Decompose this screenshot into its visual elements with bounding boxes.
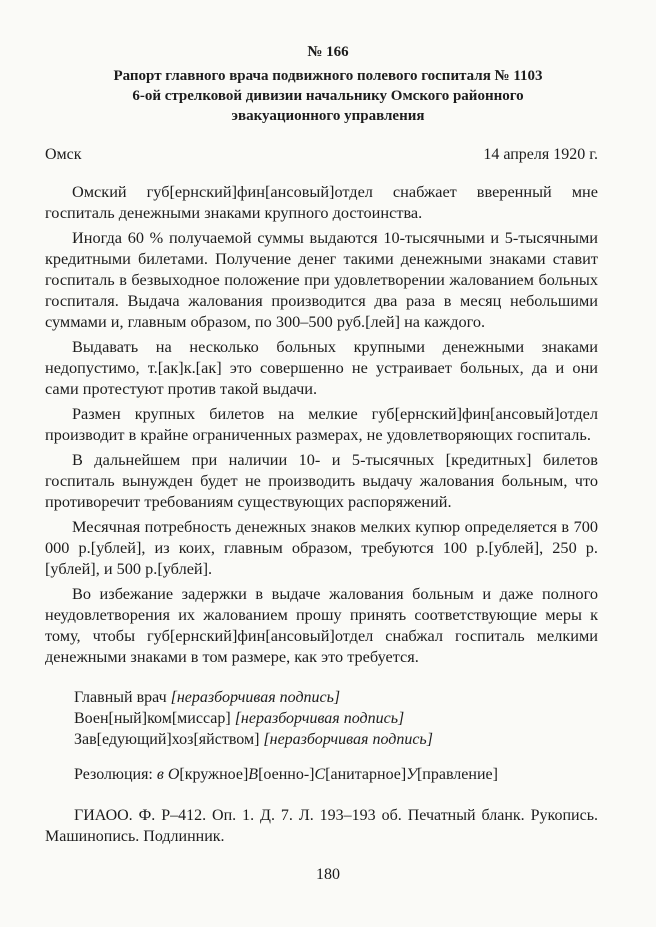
resolution-part: [анитарное]	[325, 766, 407, 783]
paragraph: Размен крупных билетов на мелкие губ[ернский]фин[ансовый]отдел производит в крайне ограниченных размерах, не удовлетворяющих госпиталь.	[45, 404, 598, 444]
illegible-signature-note: [неразборчивая подпись]	[263, 731, 433, 748]
signature-line	[74, 708, 433, 729]
resolution-part: [оенно-]	[258, 766, 315, 783]
resolution-letter: У	[406, 766, 417, 783]
report-body	[45, 181, 598, 671]
title-line: эвакуационного управления	[231, 108, 425, 124]
resolution-letter: В	[248, 766, 259, 783]
resolution-prefix: в О	[156, 766, 180, 783]
signature-role: Зав[едующий]хоз[яйством]	[74, 731, 260, 748]
archive-reference: ГИАОО. Ф. Р–412. Оп. 1. Д. 7. Л. 193–193 об. Печатный бланк. Рукопись. Машинопись. Подлинник.	[45, 807, 598, 845]
document-number: № 166	[307, 44, 349, 60]
resolution-letter: С	[314, 766, 326, 783]
title-line: 6-ой стрелковой дивизии начальнику Омского районного	[132, 88, 524, 104]
signature-role: Главный врач	[74, 689, 167, 706]
paragraph: Месячная потребность денежных знаков мелких купюр определяется в 700 000 р.[ублей], из коих, главным образом, требуются 100 р.[ублей], 250 р.[ублей], и 500 р.[ублей].	[45, 517, 598, 578]
paragraph: Иногда 60 % получаемой суммы выдаются 10-тысячными и 5-тысячными кредитными билетами. Получение денег такими денежными знаками ставит госпиталь в безвыходное положение при удовлетворении жалованием больных госпиталя. Выдача жалования производится два раза в месяц небольшими суммами и, главным образом, по 300–500 руб.[лей] на каждого.	[45, 228, 598, 331]
paragraph: В дальнейшем при наличии 10- и 5-тысячных [кредитных] билетов госпиталь вынужден будет не производить выдачу жалования больным, что противоречит требованиям существующих распоряжений.	[45, 450, 598, 511]
paragraph: Во избежание задержки в выдаче жалования больным и даже полного неудовлетворения их жалованием прошу принять соответствующие меры к тому, чтобы губ[ернский]фин[ансовый]отдел снабжал госпиталь мелкими денежными знаками в том размере, как это требуется.	[45, 584, 598, 666]
page-number: 180	[316, 866, 340, 883]
place: Омск	[45, 146, 82, 163]
title-line: Рапорт главного врача подвижного полевого госпиталя № 1103	[113, 68, 543, 84]
document-title	[60, 66, 596, 126]
resolution-part: [кружное]	[179, 766, 249, 783]
illegible-signature-note: [неразборчивая подпись]	[234, 710, 405, 727]
paragraph: Омский губ[ернский]фин[ансовый]отдел снабжает вверенный мне госпиталь денежными знаками крупного достоинства.	[45, 182, 598, 222]
resolution-line	[74, 766, 498, 784]
signature-line	[74, 729, 433, 750]
signature-block	[74, 687, 433, 750]
signature-line	[74, 687, 433, 708]
resolution-label: Резолюция:	[74, 766, 153, 783]
signature-role: Воен[ный]ком[миссар]	[74, 710, 231, 727]
illegible-signature-note: [неразборчивая подпись]	[170, 689, 341, 706]
resolution-part: [правление]	[416, 766, 498, 783]
paragraph: Выдавать на несколько больных крупными денежными знаками недопустимо, т.[ак]к.[ак] это совершенно не устраивает больных, да и они сами протестуют против такой выдачи.	[45, 337, 598, 398]
document-date: 14 апреля 1920 г.	[483, 146, 598, 163]
